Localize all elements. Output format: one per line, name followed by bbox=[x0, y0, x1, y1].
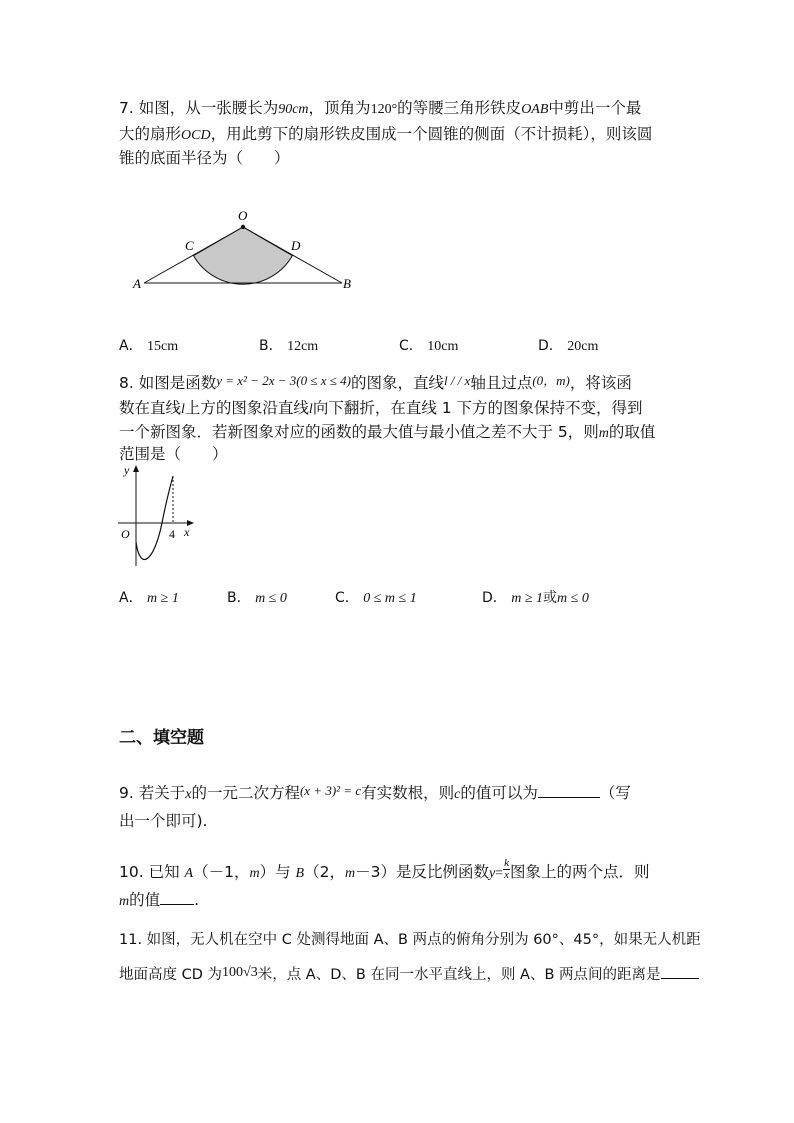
q7-figure bbox=[125, 205, 365, 295]
option-value: m ≤ 0 bbox=[255, 591, 287, 606]
q7-text: ，顶角为 bbox=[308, 99, 371, 117]
q11-line-1: 11. 如图，无人机在空中 C 处测得地面 A、B 两点的俯角分别为 60°、45°，如果无人机距 bbox=[119, 932, 701, 948]
option-letter: B． bbox=[227, 590, 251, 606]
q7-text: ，用此剪下的扇形铁皮围成一个圆锥的侧面（不计损耗），则该圆 bbox=[210, 125, 653, 143]
option-letter: C． bbox=[399, 338, 423, 354]
q8-text: 上方的图象沿直线 bbox=[184, 399, 309, 417]
q7-text: 的等腰三角形铁皮 bbox=[397, 99, 522, 117]
q8-var-m: m bbox=[598, 426, 609, 441]
q8-line-4: 范围是（ ） bbox=[119, 445, 228, 463]
q10-text: ）与 bbox=[259, 863, 296, 881]
q8-function: y = x² − 2x − 3(0 ≤ x ≤ 4) bbox=[216, 373, 351, 388]
option-value: 15cm bbox=[147, 339, 179, 354]
q8-line-1 bbox=[119, 372, 632, 395]
q9-text: （写 bbox=[599, 784, 631, 802]
label-origin: O bbox=[121, 527, 130, 541]
point-O bbox=[241, 225, 245, 229]
option-letter: D． bbox=[482, 590, 507, 606]
q10-var-m: m bbox=[344, 866, 356, 881]
q8-line-l: l bbox=[308, 402, 313, 417]
q11-answer-blank[interactable] bbox=[661, 964, 699, 979]
q8-parallel: l / / x bbox=[443, 373, 471, 388]
parabola bbox=[136, 476, 173, 560]
label-D: D bbox=[291, 238, 301, 253]
q8-option-c[interactable] bbox=[335, 587, 417, 607]
q8-text: 的图象，直线 bbox=[350, 374, 444, 392]
option-value: m ≤ 0 bbox=[557, 591, 589, 606]
q10-text: 的值 bbox=[129, 891, 161, 909]
q8-text: 一个新图象．若新图象对应的函数的最大值与最小值之差不大于 5，则 bbox=[119, 423, 599, 441]
q8-line-l: l bbox=[181, 402, 185, 417]
q10-var-m: m bbox=[249, 866, 260, 881]
q9-equation: (x + 3)² = c bbox=[299, 783, 362, 798]
option-letter: B． bbox=[259, 338, 283, 354]
label-A: A bbox=[133, 276, 141, 291]
q9-text: 的一元二次方程 bbox=[191, 784, 300, 802]
q8-line-2 bbox=[119, 397, 643, 421]
q8-graph bbox=[116, 462, 206, 572]
q7-option-c[interactable] bbox=[399, 335, 458, 355]
q10-point-b: B bbox=[295, 866, 305, 881]
option-or: 或 bbox=[543, 590, 558, 606]
q10-text: （－1， bbox=[193, 863, 250, 881]
q8-text: 向下翻折，在直线 1 下方的图象保持不变，得到 bbox=[312, 399, 643, 417]
q7-triangle: OAB bbox=[521, 102, 549, 117]
q7-sector: OCD bbox=[181, 128, 211, 143]
q8-point: (0，m) bbox=[532, 373, 570, 388]
q8-line-3 bbox=[119, 421, 655, 445]
label-x: x bbox=[184, 525, 190, 539]
q10-point-a: A bbox=[184, 866, 194, 881]
y-axis-arrow bbox=[133, 465, 139, 472]
option-letter: D． bbox=[538, 338, 563, 354]
q8-text: 的取值 bbox=[608, 423, 656, 441]
q7-length: 90cm bbox=[278, 102, 309, 117]
q8-text: ，将该函 bbox=[569, 374, 632, 392]
q8-text: 数在直线 bbox=[119, 399, 182, 417]
q10-line-1 bbox=[119, 857, 650, 885]
q10-line-2 bbox=[119, 889, 199, 913]
q11-text: 地面高度 CD 为 bbox=[119, 967, 223, 983]
label-B: B bbox=[343, 276, 351, 291]
label-y: y bbox=[124, 463, 130, 477]
q8-option-d[interactable] bbox=[482, 587, 589, 607]
q7-text: 大的扇形 bbox=[119, 125, 182, 143]
q7-option-d[interactable] bbox=[538, 335, 598, 355]
q9-text: 有实数根，则 bbox=[361, 784, 455, 802]
q7-text: 7. 如图，从一张腰长为 bbox=[119, 99, 279, 117]
option-value: m ≥ 1 bbox=[511, 591, 544, 606]
q11-height: 100√3 bbox=[222, 965, 258, 980]
q9-answer-blank[interactable] bbox=[538, 783, 600, 798]
section-title: 二、填空题 bbox=[119, 728, 204, 748]
option-value: m ≥ 1 bbox=[147, 591, 179, 606]
label-four: 4 bbox=[169, 527, 175, 541]
q10-text: （2， bbox=[304, 863, 345, 881]
option-value: 10cm bbox=[427, 339, 459, 354]
q9-text: 9. 若关于 bbox=[119, 784, 186, 802]
q7-text: 中剪出一个最 bbox=[548, 99, 642, 117]
option-letter: A． bbox=[119, 338, 143, 354]
label-C: C bbox=[185, 238, 194, 253]
q10-text: 10. 已知 bbox=[119, 863, 185, 881]
q10-numerator: k bbox=[504, 857, 509, 869]
sector-shaded bbox=[194, 227, 293, 284]
q10-text: －3）是反比例函数 bbox=[355, 863, 489, 881]
q10-equals: = bbox=[495, 866, 504, 881]
q9-var-x: x bbox=[185, 787, 192, 802]
q10-var-m: m bbox=[119, 894, 130, 909]
option-value: 20cm bbox=[567, 339, 599, 354]
q7-line-1 bbox=[119, 97, 641, 121]
q7-angle: 120° bbox=[370, 102, 398, 117]
q9-line-1 bbox=[119, 782, 631, 806]
q8-option-b[interactable] bbox=[227, 587, 287, 607]
option-letter: C． bbox=[335, 590, 359, 606]
q10-text: . bbox=[194, 891, 200, 909]
q8-option-a[interactable] bbox=[119, 587, 179, 607]
q7-option-a[interactable] bbox=[119, 335, 178, 355]
q9-var-c: c bbox=[454, 787, 461, 802]
q11-line-2 bbox=[119, 964, 699, 987]
q9-text: 的值可以为 bbox=[460, 784, 538, 802]
q7-line-2 bbox=[119, 123, 652, 147]
q9-line-2: 出一个即可). bbox=[119, 812, 208, 830]
q7-option-b[interactable] bbox=[259, 335, 318, 355]
option-value: 0 ≤ m ≤ 1 bbox=[363, 591, 417, 606]
option-value: 12cm bbox=[287, 339, 319, 354]
label-O: O bbox=[238, 208, 248, 223]
q11-text: 米，点 A、D、B 在同一水平直线上，则 A、B 两点间的距离是 bbox=[257, 967, 661, 983]
q8-text: 8. 如图是函数 bbox=[119, 374, 217, 392]
q10-text: 图象上的两个点．则 bbox=[509, 863, 650, 881]
q7-line-3: 锥的底面半径为（ ） bbox=[119, 149, 290, 167]
q8-text: 轴且过点 bbox=[470, 374, 533, 392]
q10-answer-blank[interactable] bbox=[160, 890, 194, 905]
q10-fraction bbox=[503, 858, 510, 881]
option-letter: A． bbox=[119, 590, 143, 606]
q10-var-y: y bbox=[488, 866, 496, 881]
q10-denominator: x bbox=[504, 869, 509, 881]
